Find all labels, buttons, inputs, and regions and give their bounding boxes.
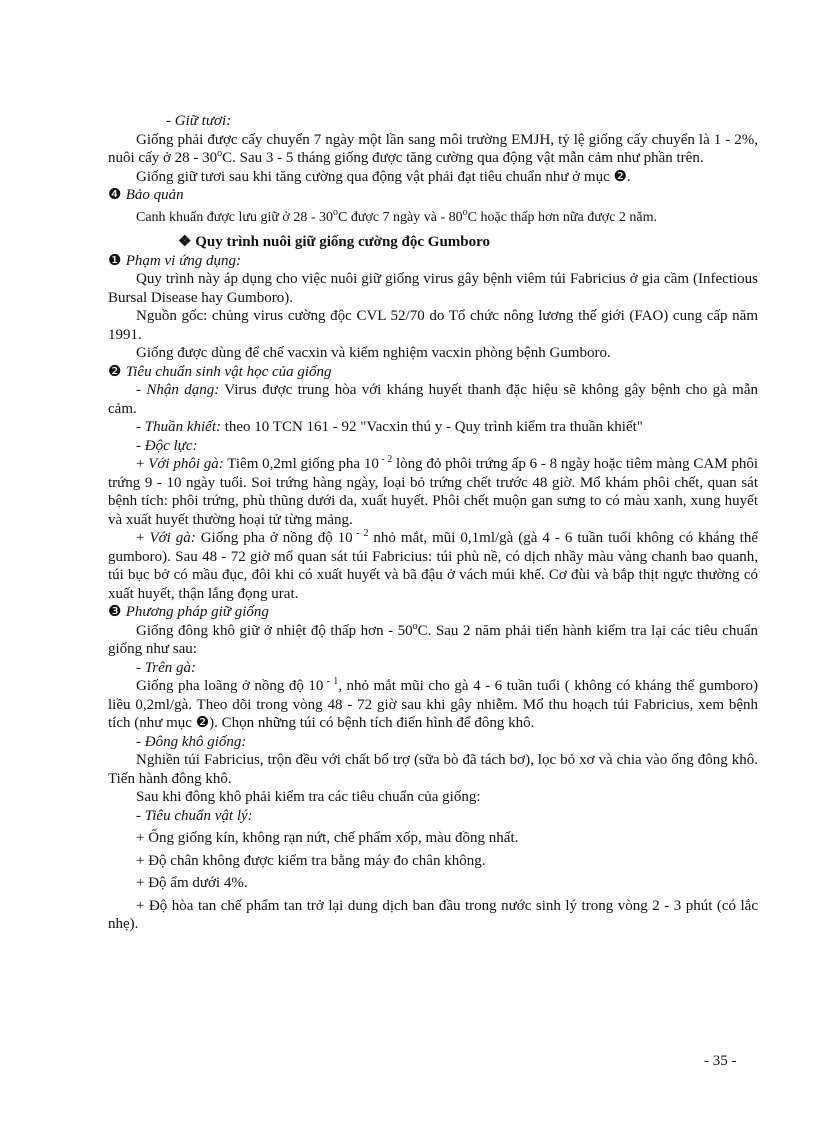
tieu-chuan-heading bbox=[108, 363, 758, 382]
degree-sup: o bbox=[462, 206, 468, 218]
sau-khi-paragraph: Sau khi đông khô phải kiểm tra các tiêu chuẩn của giống: bbox=[136, 789, 481, 805]
degree-sup: o bbox=[412, 620, 418, 632]
text-run: Giống pha ở nồng độ 10 bbox=[195, 530, 353, 546]
text-run: + bbox=[136, 456, 149, 472]
text-run: nhỏ mắt, mũi 0,1ml/gà (gà 4 - 6 tuần tuổi không có kháng thể gumboro). Sau 48 - 72 giờ mổ quan sát túi Fabricius: túi phù nề, có dịch nhầy màu vàng chanh bao quanh, túi bục bở có mầu đục, đôi khi có xuất huyết và bã đậu ở vách múi khế. Cơ đùi và bắp thịt ngực thường có xuất huyết, thận lắng đọng urat. bbox=[108, 530, 758, 602]
degree-sup: o bbox=[333, 206, 338, 218]
text-run: C. Sau 3 - 5 tháng giống được tăng cường qua động vật mẫn cảm như phần trên. bbox=[222, 150, 704, 166]
heading-text: Phương pháp giữ giống bbox=[125, 604, 269, 620]
pham-vi-paragraph-3: Giống được dùng để chế vacxin và kiểm nghiệm vacxin phòng bệnh Gumboro. bbox=[136, 345, 611, 361]
doc-luc-heading: - Độc lực: bbox=[136, 437, 198, 454]
bao-quan-heading bbox=[108, 186, 758, 205]
vat-ly-item: + Độ chân không được kiểm tra bằng máy đo chân không. bbox=[136, 852, 486, 869]
text-run: Virus được trung hòa với kháng huyết thanh đặc hiệu sẽ không gây bệnh cho gà mẫn cảm. bbox=[108, 382, 759, 417]
dong-kho-paragraph: Nghiền túi Fabricius, trộn đều với chất bổ trợ (sữa bò đã tách bơ), lọc bỏ xơ và chia vào ống đông khô. Tiến hành đông khô. bbox=[108, 752, 758, 787]
phuong-phap-paragraph bbox=[108, 622, 758, 659]
text-run: + bbox=[136, 530, 150, 546]
text-run: theo 10 TCN 161 - 92 "Vacxin thú y - Quy trình kiểm tra thuần khiết" bbox=[220, 419, 643, 435]
text-run: C được 7 ngày và - 80 bbox=[338, 209, 463, 225]
vat-ly-item: + Ống giống kín, không rạn nứt, chế phẩm xốp, màu đồng nhất. bbox=[136, 830, 519, 846]
document-page bbox=[108, 112, 758, 934]
section-title: ❖ Quy trình nuôi giữ giống cường độc Gumboro bbox=[178, 234, 491, 250]
exponent: - 2 bbox=[378, 454, 393, 465]
giu-tuoi-heading: - Giữ tươi: bbox=[166, 113, 232, 129]
tren-ga-heading: - Trên gà: bbox=[136, 659, 196, 676]
bullet-4-icon: ❹ bbox=[108, 187, 122, 203]
exponent: - 2 bbox=[352, 528, 369, 539]
text-run: Canh khuẩn được lưu giữ ở 28 - 30 bbox=[136, 209, 333, 225]
giu-tuoi-paragraph-1 bbox=[108, 131, 758, 168]
bao-quan-text bbox=[108, 206, 758, 228]
nhan-dang-paragraph bbox=[108, 381, 758, 418]
page-number: - 35 - bbox=[704, 1053, 737, 1069]
text-run: C. Sau 2 năm phải tiến hành kiểm tra lại các tiêu chuẩn giống như sau: bbox=[108, 622, 758, 657]
text-run: , nhỏ mắt mũi cho gà 4 - 6 tuần tuổi ( không có kháng thể gumboro) liều 0,2ml/gà. Theo dõi trong vòng 48 - 72 giờ sau khi gây nhiễm. Mổ thu hoạch túi Fabricius, xem bệnh tích (như mục ❷). Chọn những túi có bệnh tích điển hình để đông khô. bbox=[108, 678, 758, 731]
bullet-2-icon: ❷ bbox=[108, 363, 122, 380]
exponent: - 1 bbox=[323, 676, 339, 687]
thuan-khiet-paragraph bbox=[108, 418, 758, 437]
giu-tuoi-paragraph-2: Giống giữ tươi sau khi tăng cường qua động vật phải đạt tiêu chuẩn như ở mục ❷. bbox=[136, 168, 631, 185]
pham-vi-heading bbox=[108, 252, 758, 271]
vat-ly-item: + Độ ẩm dưới 4%. bbox=[136, 875, 248, 891]
voi-ga-paragraph bbox=[108, 529, 758, 603]
text-run: Giống pha loãng ở nồng độ 10 bbox=[136, 678, 324, 694]
text-run: Tiêm 0,2ml giống pha 10 bbox=[223, 456, 379, 472]
pham-vi-paragraph-1: Quy trình này áp dụng cho việc nuôi giữ giống virus gây bệnh viêm túi Fabricius ở gia cầm (Infectious Bursal Disease hay Gumboro). bbox=[108, 271, 758, 306]
degree-sup: o bbox=[217, 148, 223, 159]
bullet-3-icon: ❸ bbox=[108, 604, 122, 620]
heading-text: Phạm vi ứng dụng: bbox=[125, 252, 241, 269]
phuong-phap-heading bbox=[108, 603, 758, 622]
tren-ga-paragraph bbox=[108, 677, 758, 733]
label: Với phôi gà: bbox=[148, 456, 224, 472]
label: - Thuần khiết: bbox=[136, 419, 221, 435]
heading-text: Bảo quản bbox=[125, 187, 184, 203]
vat-ly-item: + Độ hòa tan chế phẩm tan trở lại dung dịch ban đầu trong nước sinh lý trong vòng 2 - 3 phút (có lắc nhẹ). bbox=[108, 897, 758, 932]
heading-text: Tiêu chuẩn sinh vật học của giống bbox=[125, 363, 332, 380]
text-run: lòng đỏ phôi trứng ấp 6 - 8 ngày hoặc tiêm màng CAM phôi trứng 9 - 10 ngày tuổi. Soi trứng hàng ngày, loại bỏ trứng chết trước 48 giờ. Mổ khám phôi chết, quan sát bệnh tích: phôi trứng, phù thũng dưới da, xuất huyết. Phôi chết muộn gan sưng to có màu xanh, xung huyết và xuất huyết thường hoại tử từng mảng. bbox=[108, 456, 758, 528]
phoi-ga-paragraph bbox=[108, 455, 758, 529]
dong-kho-heading: - Đông khô giống: bbox=[136, 733, 247, 750]
bullet-1-icon: ❶ bbox=[108, 252, 122, 269]
text-run: Giống phải được cấy chuyển 7 ngày một lần sang môi trường EMJH, tỷ lệ giống cấy chuyển là 1 - 2%, nuôi cấy ở 28 - 30 bbox=[108, 131, 758, 166]
text-run: Giống đông khô giữ ở nhiệt độ thấp hơn - 50 bbox=[136, 622, 413, 639]
label: - Nhận dạng: bbox=[136, 382, 220, 398]
text-run: C hoặc thấp hơn nữa được 2 năm. bbox=[467, 209, 658, 225]
vat-ly-heading: - Tiêu chuẩn vật lý: bbox=[136, 807, 253, 824]
label: Với gà: bbox=[149, 530, 196, 546]
pham-vi-paragraph-2: Nguồn gốc: chủng virus cường độc CVL 52/70 do Tổ chức nông lương thế giới (FAO) cung cấp năm 1991. bbox=[108, 308, 758, 343]
